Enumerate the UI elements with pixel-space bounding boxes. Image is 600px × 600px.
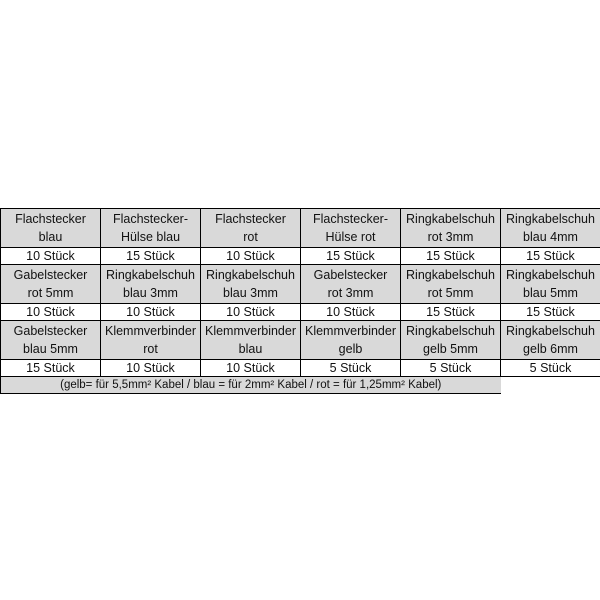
- quantity-cell: 10 Stück: [1, 248, 101, 265]
- quantity-cell: 10 Stück: [301, 304, 401, 321]
- part-name-cell: Ringkabelschuh blau 3mm: [101, 265, 201, 304]
- part-name-cell: Ringkabelschuh blau 4mm: [501, 209, 600, 248]
- cable-size-note: (gelb= für 5,5mm² Kabel / blau = für 2mm² Kabel / rot = für 1,25mm² Kabel): [1, 377, 501, 394]
- quantity-cell: 10 Stück: [201, 304, 301, 321]
- table-row: [1, 304, 600, 321]
- quantity-cell: 10 Stück: [101, 360, 201, 377]
- quantity-cell: 15 Stück: [501, 248, 600, 265]
- part-name-cell: Ringkabelschuh gelb 6mm: [501, 321, 600, 360]
- table-row: [1, 209, 600, 248]
- table-row: [1, 377, 600, 394]
- part-name-cell: Ringkabelschuh rot 3mm: [401, 209, 501, 248]
- quantity-cell: 10 Stück: [101, 304, 201, 321]
- parts-table-container: [0, 208, 600, 394]
- quantity-cell: 15 Stück: [301, 248, 401, 265]
- quantity-cell: 15 Stück: [401, 304, 501, 321]
- part-name-cell: Flachstecker- Hülse rot: [301, 209, 401, 248]
- part-name-cell: Gabelstecker rot 3mm: [301, 265, 401, 304]
- quantity-cell: 15 Stück: [1, 360, 101, 377]
- table-row: [1, 360, 600, 377]
- part-name-cell: Klemmverbinder gelb: [301, 321, 401, 360]
- part-name-cell: Ringkabelschuh blau 5mm: [501, 265, 600, 304]
- quantity-cell: 15 Stück: [101, 248, 201, 265]
- part-name-cell: Klemmverbinder blau: [201, 321, 301, 360]
- part-name-cell: Ringkabelschuh blau 3mm: [201, 265, 301, 304]
- quantity-cell: 5 Stück: [301, 360, 401, 377]
- quantity-cell: 10 Stück: [1, 304, 101, 321]
- part-name-cell: Flachstecker rot: [201, 209, 301, 248]
- part-name-cell: Flachstecker- Hülse blau: [101, 209, 201, 248]
- note-filler-cell: [501, 377, 600, 394]
- table-row: [1, 321, 600, 360]
- quantity-cell: 5 Stück: [401, 360, 501, 377]
- quantity-cell: 10 Stück: [201, 360, 301, 377]
- quantity-cell: 10 Stück: [201, 248, 301, 265]
- part-name-cell: Flachstecker blau: [1, 209, 101, 248]
- quantity-cell: 15 Stück: [401, 248, 501, 265]
- quantity-cell: 15 Stück: [501, 304, 600, 321]
- parts-table: [0, 208, 600, 394]
- part-name-cell: Ringkabelschuh rot 5mm: [401, 265, 501, 304]
- part-name-cell: Gabelstecker rot 5mm: [1, 265, 101, 304]
- part-name-cell: Gabelstecker blau 5mm: [1, 321, 101, 360]
- table-row: [1, 248, 600, 265]
- part-name-cell: Klemmverbinder rot: [101, 321, 201, 360]
- part-name-cell: Ringkabelschuh gelb 5mm: [401, 321, 501, 360]
- table-row: [1, 265, 600, 304]
- quantity-cell: 5 Stück: [501, 360, 600, 377]
